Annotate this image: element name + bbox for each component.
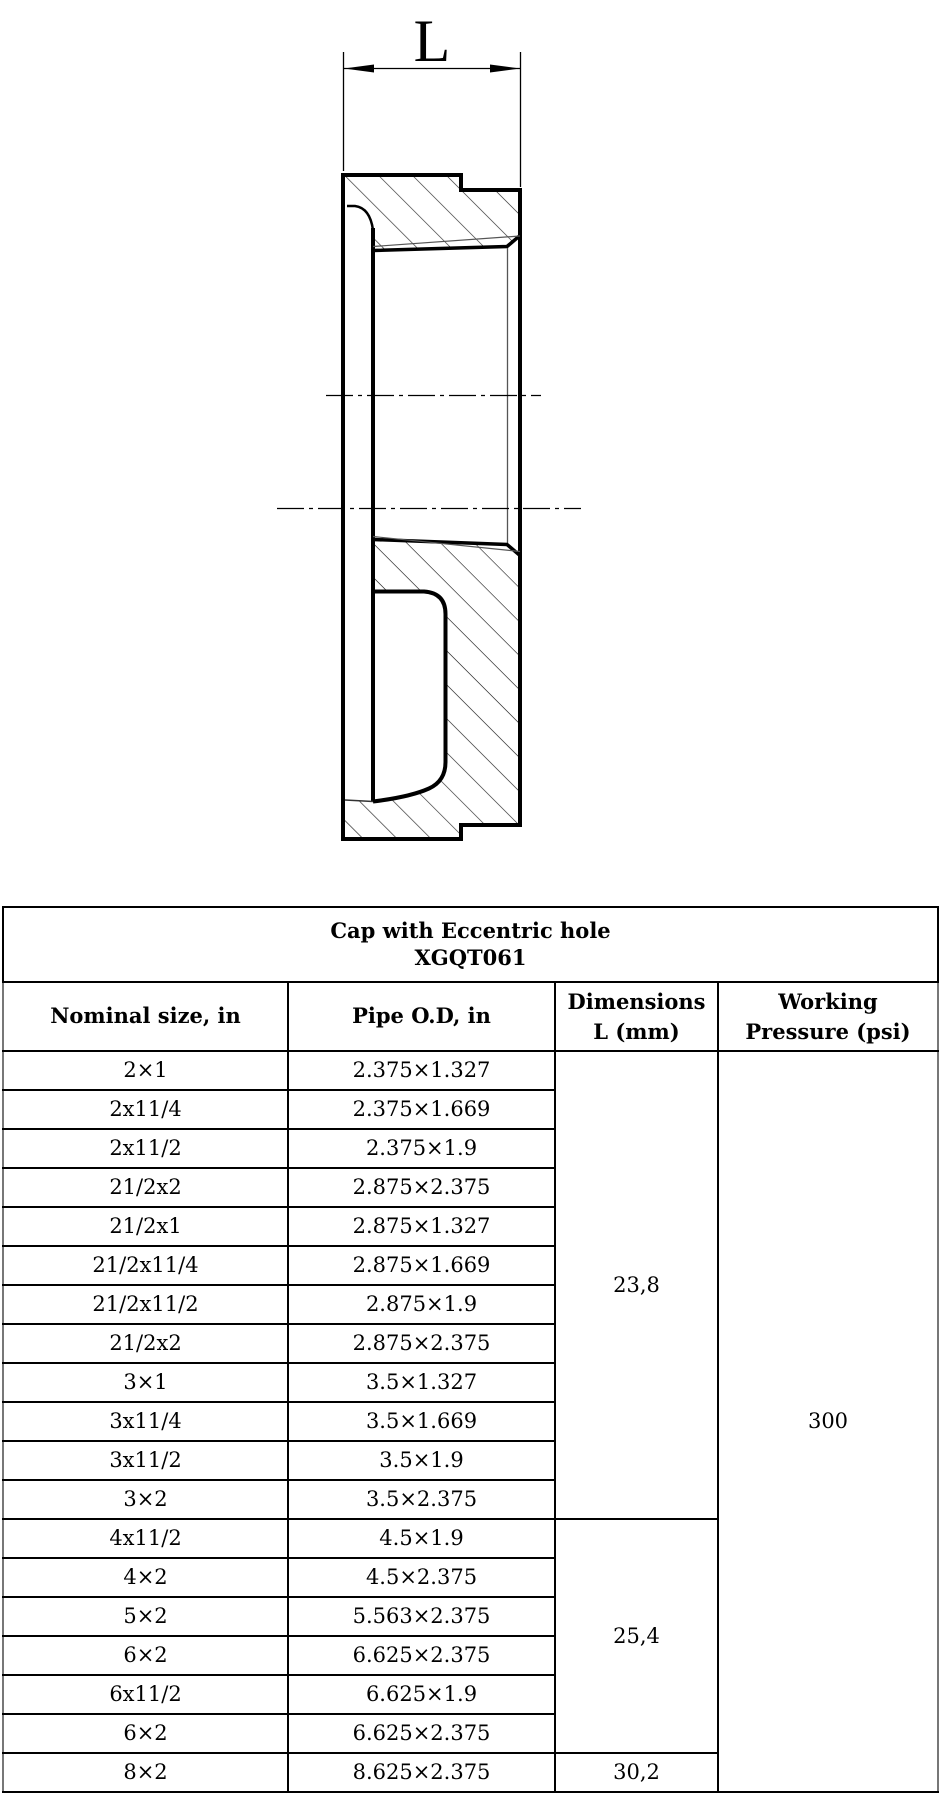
product-model: XGQT061 — [414, 944, 527, 970]
od-cell: 3.5×1.669 — [288, 1402, 555, 1441]
nominal-cell: 6×2 — [3, 1636, 288, 1675]
od-cell: 6.625×2.375 — [288, 1714, 555, 1753]
od-cell: 4.5×2.375 — [288, 1558, 555, 1597]
od-cell: 2.875×1.327 — [288, 1207, 555, 1246]
header-pipe-od: Pipe O.D, in — [288, 982, 555, 1051]
eccentric-hole-outline — [373, 592, 446, 802]
table-title-row — [3, 907, 938, 982]
od-cell: 3.5×1.327 — [288, 1363, 555, 1402]
header-working-pressure: Working Pressure (psi) — [718, 982, 938, 1051]
od-cell: 2.875×2.375 — [288, 1168, 555, 1207]
l-value-cell: 25,4 — [555, 1519, 718, 1753]
product-title: Cap with Eccentric hole — [330, 918, 611, 944]
od-cell: 4.5×1.9 — [288, 1519, 555, 1558]
nominal-cell: 3x11/4 — [3, 1402, 288, 1441]
table-header-row — [3, 982, 938, 1051]
spec-table — [2, 906, 939, 1793]
arrowhead-left — [344, 65, 374, 73]
l-value-cell: 30,2 — [555, 1753, 718, 1792]
od-cell: 6.625×2.375 — [288, 1636, 555, 1675]
nominal-cell: 2×1 — [3, 1051, 288, 1090]
nominal-cell: 21/2x2 — [3, 1168, 288, 1207]
arrowhead-right — [490, 65, 520, 73]
header-dimensions-l: Dimensions L (mm) — [555, 982, 718, 1051]
nominal-cell: 21/2x1 — [3, 1207, 288, 1246]
nominal-cell: 3×1 — [3, 1363, 288, 1402]
nominal-cell: 4x11/2 — [3, 1519, 288, 1558]
nominal-cell: 3×2 — [3, 1480, 288, 1519]
nominal-cell: 6×2 — [3, 1714, 288, 1753]
table-title-cell — [3, 907, 938, 982]
od-cell: 2.375×1.9 — [288, 1129, 555, 1168]
nominal-cell: 8×2 — [3, 1753, 288, 1792]
nominal-cell: 21/2x11/2 — [3, 1285, 288, 1324]
nominal-cell: 4×2 — [3, 1558, 288, 1597]
od-cell: 8.625×2.375 — [288, 1753, 555, 1792]
nominal-cell: 5×2 — [3, 1597, 288, 1636]
od-cell: 6.625×1.9 — [288, 1675, 555, 1714]
dimension-label: L — [413, 8, 451, 74]
nominal-cell: 21/2x2 — [3, 1324, 288, 1363]
nominal-cell: 2x11/4 — [3, 1090, 288, 1129]
table-row — [3, 1051, 938, 1090]
od-cell: 2.875×2.375 — [288, 1324, 555, 1363]
od-cell: 2.375×1.669 — [288, 1090, 555, 1129]
od-cell: 2.875×1.9 — [288, 1285, 555, 1324]
pressure-cell: 300 — [718, 1051, 938, 1792]
od-cell: 2.375×1.327 — [288, 1051, 555, 1090]
od-cell: 3.5×1.9 — [288, 1441, 555, 1480]
nominal-cell: 3x11/2 — [3, 1441, 288, 1480]
header-nominal-size: Nominal size, in — [3, 982, 288, 1051]
nominal-cell: 21/2x11/4 — [3, 1246, 288, 1285]
l-value-cell: 23,8 — [555, 1051, 718, 1519]
od-cell: 5.563×2.375 — [288, 1597, 555, 1636]
od-cell: 2.875×1.669 — [288, 1246, 555, 1285]
nominal-cell: 6x11/2 — [3, 1675, 288, 1714]
nominal-cell: 2x11/2 — [3, 1129, 288, 1168]
od-cell: 3.5×2.375 — [288, 1480, 555, 1519]
